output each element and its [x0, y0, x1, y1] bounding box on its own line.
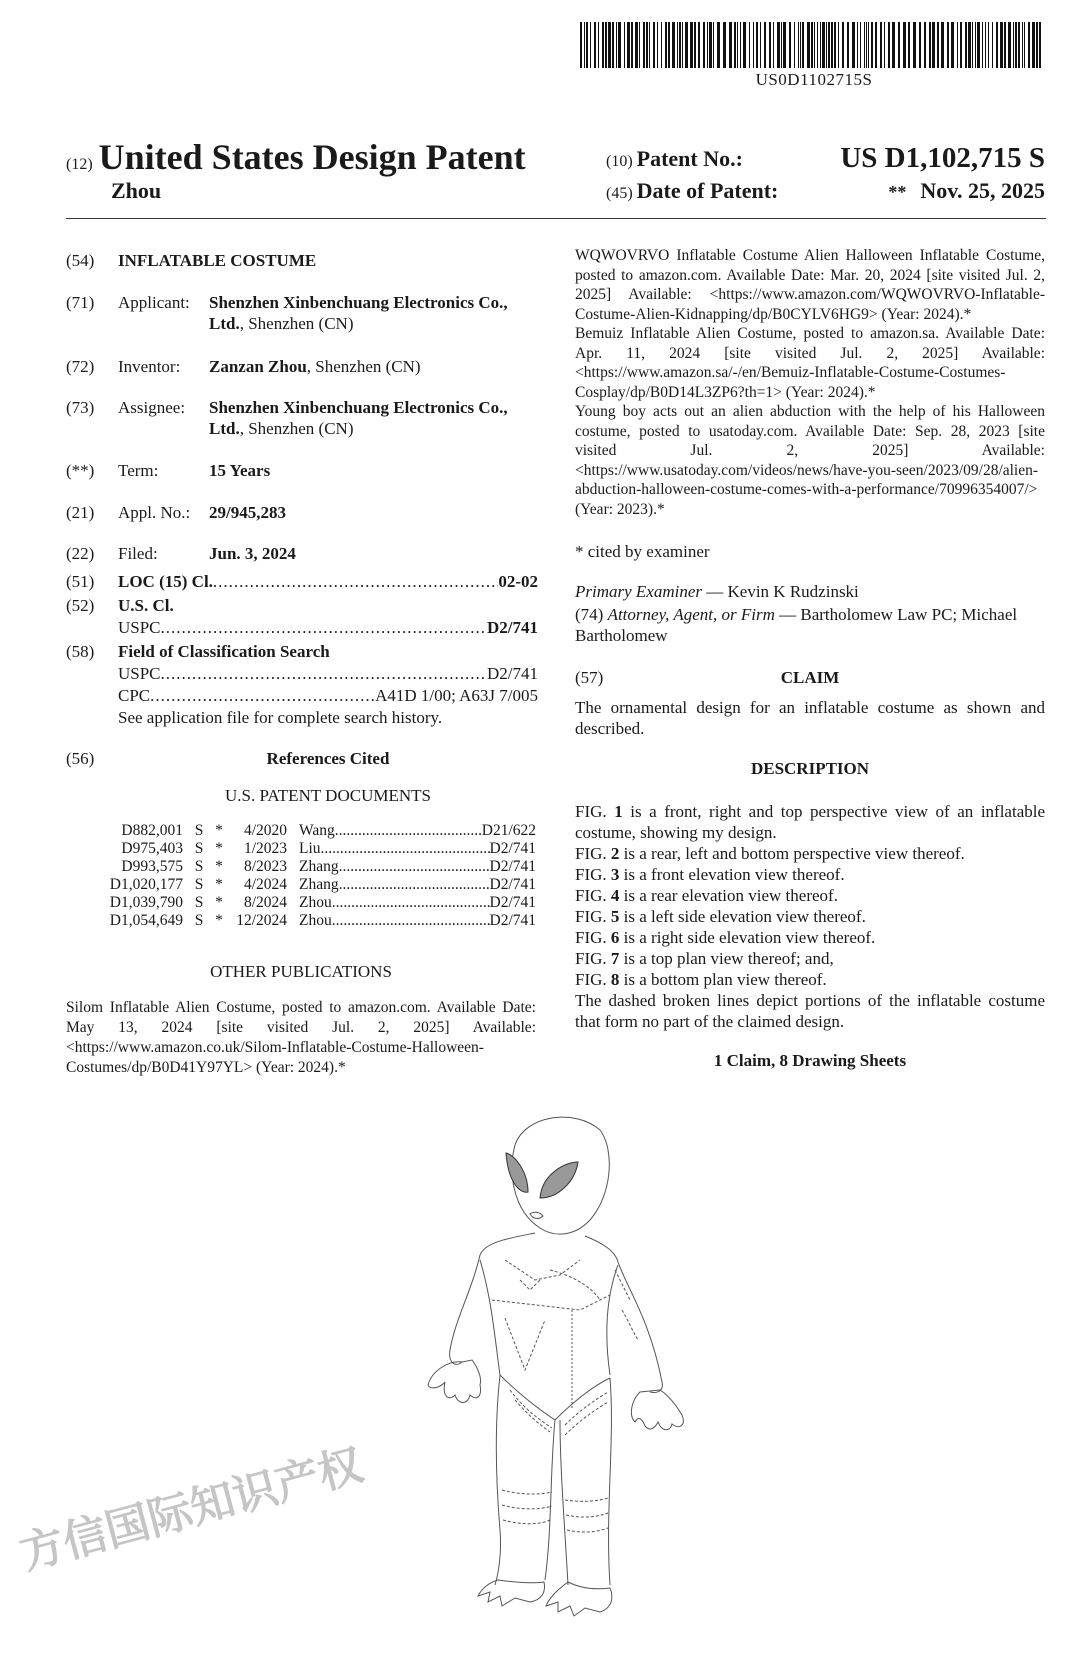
barcode-bar: [985, 22, 986, 68]
date-value: Nov. 25, 2025: [920, 178, 1045, 203]
barcode-bar: [709, 22, 712, 68]
barcode-bar: [616, 22, 617, 68]
loc-class: LOC (15) Cl. ..... 02-02: [118, 571, 538, 592]
barcode-bar: [834, 22, 836, 68]
term-label: Term:: [118, 461, 159, 480]
barcode-bar: [800, 22, 801, 68]
barcode-bar: [957, 22, 958, 68]
barcode-bar: [996, 22, 998, 68]
barcode-bar: [729, 22, 732, 68]
assignee-value: Shenzhen Xinbenchuang Electronics Co., Ltd., Shenzhen (CN): [209, 398, 508, 438]
barcode-bar: [822, 22, 825, 68]
barcode-bar: [965, 22, 967, 68]
barcode-bar: [1024, 22, 1025, 68]
barcode-bar: [677, 22, 678, 68]
appl-no-value: 29/945,283: [209, 503, 286, 522]
barcode-bar: [860, 22, 861, 68]
title-text: United States Design Patent: [98, 137, 526, 177]
date-stars: **: [888, 182, 907, 202]
barcode-bar: [694, 22, 696, 68]
document-title: [66, 136, 526, 178]
barcode-bar: [947, 22, 949, 68]
barcode-bar: [802, 22, 804, 68]
reference-table: [88, 822, 536, 930]
barcode-bar: [756, 22, 758, 68]
us-class-label: U.S. Cl.: [118, 596, 174, 615]
field-code: (56): [66, 749, 95, 768]
barcode-bar: [760, 22, 761, 68]
barcode-bar: [1013, 22, 1014, 68]
claims-summary: 1 Claim, 8 Drawing Sheets: [713, 1051, 907, 1070]
barcode-bar: [783, 22, 786, 68]
barcode-bar: [781, 22, 782, 68]
patent-no-label: [606, 146, 743, 172]
barcode-bar: [972, 22, 973, 68]
barcode-bar: [672, 22, 675, 68]
barcode-bar: [723, 22, 726, 68]
barcode-bar: [773, 22, 774, 68]
barcode-bar: [646, 22, 648, 68]
barcode-bar: [884, 22, 885, 68]
figure-description: FIG. 5 is a left side elevation view thereof.: [575, 907, 866, 926]
barcode-bar: [584, 22, 585, 68]
barcode-bar: [643, 22, 645, 68]
reference-row: D882,001 S * 4/2020 Wang ..... D21/622: [88, 822, 536, 840]
barcode-bar: [679, 22, 681, 68]
barcode-bar: [690, 22, 693, 68]
barcode: [580, 22, 1048, 68]
figure-description: FIG. 1 is a front, right and top perspective view of an inflatable costume, showing my design.: [575, 802, 1046, 842]
barcode-bar: [685, 22, 688, 68]
barcode-bar: [605, 22, 607, 68]
field-code: (58): [66, 642, 95, 661]
field-code: (**): [66, 461, 95, 480]
barcode-bar: [847, 22, 849, 68]
design-drawing: [400, 1110, 720, 1653]
barcode-bar: [814, 22, 815, 68]
barcode-bar: [657, 22, 658, 68]
barcode-bar: [892, 22, 895, 68]
barcode-bar: [913, 22, 916, 68]
field-code: (71): [66, 293, 95, 312]
barcode-bar: [653, 22, 655, 68]
inventor-label: Inventor:: [118, 357, 181, 376]
alien-head: [506, 1117, 609, 1234]
barcode-bar: [831, 22, 833, 68]
date-label-text: Date of Patent:: [636, 178, 779, 203]
figure-description: FIG. 6 is a right side elevation view thereof.: [575, 928, 876, 947]
author: Zhou: [111, 178, 162, 203]
barcode-bar: [794, 22, 795, 68]
field-code: (72): [66, 357, 95, 376]
barcode-bar: [929, 22, 931, 68]
reference-row: D993,575 S * 8/2023 Zhang ..... D2/741: [88, 858, 536, 876]
figure-description: FIG. 3 is a front elevation view thereof.: [575, 865, 845, 884]
barcode-bar: [842, 22, 844, 68]
barcode-bar: [975, 22, 976, 68]
primary-examiner: Primary Examiner — Kevin K Rudzinski: [575, 582, 859, 601]
field-code: (51): [66, 572, 95, 591]
search-cpc: CPC ..... A41D 1/00; A63J 7/005: [118, 685, 538, 706]
barcode-bar: [618, 22, 621, 68]
barcode-bar: [1032, 22, 1035, 68]
title-code: (12): [66, 156, 93, 173]
barcode-bar: [668, 22, 670, 68]
barcode-bar: [777, 22, 780, 68]
barcode-bar: [811, 22, 813, 68]
barcode-bar: [639, 22, 640, 68]
field-code: (52): [66, 596, 95, 615]
barcode-bar: [866, 22, 867, 68]
barcode-bar: [875, 22, 877, 68]
field-code: (22): [66, 544, 95, 563]
us-docs-heading: U.S. PATENT DOCUMENTS: [225, 786, 431, 805]
filed-value: Jun. 3, 2024: [209, 544, 296, 563]
inventor-value: Zanzan Zhou, Shenzhen (CN): [209, 357, 421, 376]
barcode-bar: [682, 22, 683, 68]
barcode-bar: [1008, 22, 1011, 68]
barcode-bar: [602, 22, 604, 68]
figure-description: FIG. 7 is a top plan view thereof; and,: [575, 949, 834, 968]
barcode-bar: [820, 22, 821, 68]
barcode-bar: [707, 22, 708, 68]
barcode-bar: [992, 22, 993, 68]
barcode-bar: [924, 22, 926, 68]
barcode-bar: [743, 22, 746, 68]
barcode-bar: [608, 22, 611, 68]
reference-row: D1,039,790 S * 8/2024 Zhou ..... D2/741: [88, 894, 536, 912]
references-heading: References Cited: [266, 749, 390, 768]
barcode-bar: [665, 22, 667, 68]
barcode-bar: [734, 22, 736, 68]
barcode-bar: [1018, 22, 1020, 68]
barcode-bar: [594, 22, 596, 68]
barcode-bar: [864, 22, 865, 68]
barcode-bar: [737, 22, 738, 68]
barcode-bar: [932, 22, 935, 68]
barcode-bar: [1036, 22, 1038, 68]
claim-text: The ornamental design for an inflatable costume as shown and described.: [575, 698, 1045, 738]
divider: [66, 218, 1046, 219]
barcode-bar: [661, 22, 662, 68]
barcode-bar: [988, 22, 989, 68]
barcode-bar: [880, 22, 882, 68]
barcode-bar: [1022, 22, 1023, 68]
barcode-bar: [598, 22, 599, 68]
figure-description: FIG. 8 is a bottom plan view thereof.: [575, 970, 827, 989]
barcode-bar: [968, 22, 971, 68]
patent-no-label-text: Patent No.:: [636, 146, 743, 171]
barcode-bar: [898, 22, 900, 68]
reference-row: D1,054,649 S * 12/2024 Zhou ..... D2/741: [88, 912, 536, 930]
right-eye-icon: [540, 1162, 578, 1198]
barcode-bar: [717, 22, 720, 68]
field-code: (54): [66, 251, 95, 270]
date-code: (45): [606, 185, 633, 202]
claim-heading: CLAIM: [780, 668, 840, 687]
barcode-bar: [635, 22, 638, 68]
barcode-bar: [789, 22, 791, 68]
barcode-bar: [908, 22, 910, 68]
barcode-bar: [740, 22, 741, 68]
design-title: INFLATABLE COSTUME: [118, 251, 317, 270]
barcode-bar: [649, 22, 650, 68]
barcode-bar: [941, 22, 944, 68]
watermark: 方信国际知识产权: [14, 1439, 369, 1580]
appl-no-label: Appl. No.:: [118, 503, 191, 522]
barcode-bar: [903, 22, 906, 68]
barcode-bar: [624, 22, 625, 68]
field-search-label: Field of Classification Search: [118, 642, 330, 661]
costume-body: [428, 1233, 683, 1585]
barcode-bar: [937, 22, 939, 68]
barcode-bar: [951, 22, 954, 68]
barcode-bar: [828, 22, 830, 68]
barcode-bar: [919, 22, 921, 68]
barcode-bar: [982, 22, 983, 68]
barcode-bar: [826, 22, 827, 68]
barcode-bar: [817, 22, 818, 68]
left-eye-icon: [506, 1153, 528, 1192]
us-class-uspc: USPC ..... D2/741: [118, 617, 538, 638]
other-pubs-heading: OTHER PUBLICATIONS: [210, 962, 392, 981]
barcode-bar: [977, 22, 980, 68]
attorney: (74) Attorney, Agent, or Firm — Bartholomew Law PC; Michael Bartholomew: [575, 605, 1018, 645]
barcode-bar: [703, 22, 705, 68]
reference-row: D1,020,177 S * 4/2024 Zhang ..... D2/741: [88, 876, 536, 894]
field-code: (21): [66, 503, 95, 522]
publication: Young boy acts out an alien abduction with the help of his Halloween costume, posted to usatoday.com. Available Date: Sep. 28, 2023 [site visited Jul. 2, 2025] Available: <https://www.usatoday.com/videos/news/have-you-seen/2023/09/28/alien-abduction-halloween-costume-comes-with-a-performance/70996354007/> (Year: 2023).*: [575, 403, 1045, 518]
barcode-bar: [764, 22, 766, 68]
assignee-label: Assignee:: [118, 398, 186, 417]
barcode-bar: [1000, 22, 1003, 68]
barcode-bar: [1028, 22, 1030, 68]
barcode-bar: [627, 22, 630, 68]
term-value: 15 Years: [209, 461, 271, 480]
barcode-bar: [888, 22, 890, 68]
barcode-bar: [769, 22, 771, 68]
barcode-bar: [857, 22, 858, 68]
applicant-value: Shenzhen Xinbenchuang Electronics Co., Ltd., Shenzhen (CN): [209, 293, 508, 333]
figure-descriptions: [575, 801, 1045, 1032]
patent-no-code: (10): [606, 153, 633, 170]
claim-header: [575, 667, 1045, 688]
barcode-bar: [612, 22, 614, 68]
search-uspc: USPC ..... D2/741: [118, 663, 538, 684]
field-code: (73): [66, 398, 95, 417]
dashed-lines-note: The dashed broken lines depict portions of the inflatable costume that form no part of the claimed design.: [575, 991, 1045, 1031]
applicant-label: Applicant:: [118, 293, 190, 312]
barcode-bar: [807, 22, 810, 68]
barcode-bar: [580, 22, 582, 68]
reference-row: D975,403 S * 1/2023 Liu ..... D2/741: [88, 840, 536, 858]
other-publication: Silom Inflatable Alien Costume, posted to amazon.com. Available Date: May 13, 2024 [site visited Jul. 2, 2025] Available: <https://www.amazon.co.uk/Silom-Inflatable-Costume-Halloween-Costumes/dp/B0D41Y97YL> (Year: 2024).*: [66, 999, 536, 1076]
date-of-patent: [888, 178, 1045, 204]
date-label: [606, 178, 778, 204]
patent-number: US D1,102,715 S: [840, 142, 1045, 174]
barcode-bar: [871, 22, 873, 68]
barcode-bar: [798, 22, 799, 68]
barcode-bar: [698, 22, 700, 68]
barcode-bar: [590, 22, 591, 68]
barcode-bar: [586, 22, 588, 68]
barcode-number: US0D1102715S: [755, 70, 873, 89]
barcode-bar: [1004, 22, 1006, 68]
barcode-bar: [852, 22, 855, 68]
barcode-bar: [838, 22, 839, 68]
right-column: [575, 246, 1045, 1071]
barcode-bar: [631, 22, 633, 68]
publication: WQWOVRVO Inflatable Costume Alien Halloween Inflatable Costume, posted to amazon.com. Available Date: Mar. 20, 2024 [site visited Jul. 2, 2025] Available: <https://www.amazon.com/WQWOVRVO-Inflatable-Costume-Alien-Kidnapping/dp/B0CYLV6HG9> (Year: 2024).*: [575, 247, 1045, 323]
barcode-bar: [1039, 22, 1041, 68]
description-heading: DESCRIPTION: [750, 759, 870, 778]
barcode-bar: [960, 22, 962, 68]
barcode-bar: [868, 22, 869, 68]
barcode-bar: [713, 22, 714, 68]
claim-code: (57): [575, 668, 604, 687]
barcode-bar: [749, 22, 750, 68]
publication: Bemuiz Inflatable Alien Costume, posted to amazon.sa. Available Date: Apr. 11, 2024 [site visited Jul. 2, 2025] Available: <https://www.amazon.sa/-/en/Bemuiz-Inflatable-Costume-Costumes-Cosplay/dp/B0D14L3ZP6?th=1> (Year: 2024).*: [575, 325, 1045, 401]
barcode-bar: [753, 22, 754, 68]
figure-description: FIG. 2 is a rear, left and bottom perspective view thereof.: [575, 844, 965, 863]
barcode-bar: [1015, 22, 1017, 68]
filed-label: Filed:: [118, 544, 158, 563]
publication-list: [575, 246, 1045, 519]
costume-feet: [478, 1580, 612, 1616]
search-history-note: See application file for complete search history.: [118, 708, 443, 727]
cited-note: * cited by examiner: [575, 542, 710, 561]
figure-description: FIG. 4 is a rear elevation view thereof.: [575, 886, 838, 905]
